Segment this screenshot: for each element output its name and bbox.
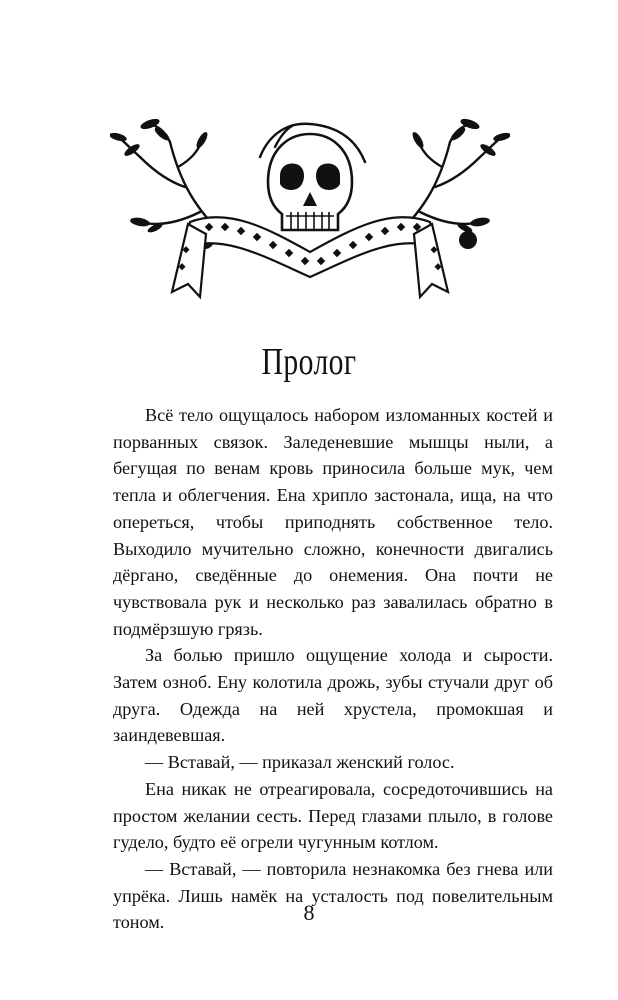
- chapter-title: Пролог: [261, 341, 357, 383]
- skull-branches-ornament-icon: [110, 112, 510, 307]
- paragraph: За болью пришло ощущение холода и сырости. Затем озноб. Ену колотила дрожь, зубы стучали друг об друга. Одежда на ней хрустела, промокшая и заиндевевшая.: [113, 645, 553, 746]
- page-number: 8: [303, 900, 315, 925]
- paragraph: — Вставай, — повторила незнакомка без гнева или упрёка. Лишь намёк на усталость под повелительным тоном.: [113, 858, 553, 933]
- paragraph: Ена никак не отреагировала, сосредоточившись на простом желании сесть. Перед глазами плыло, в голове гудело, будто её огрели чугунным котлом.: [113, 778, 553, 853]
- paragraph: Всё тело ощущалось набором изломанных костей и порванных связок. Заледеневшие мышцы ныли, а бегущая по венам кровь приносила больше мук, чем тепла и облегчения. Ена хрипло застонала, ища, на что опереться, чтобы приподнять собственное тело. Выходило мучительно сложно, конечности двигались дёргано, сведённые до онемения. Она почти не чувствовала рук и несколько раз завалилась обратно в подмёрзшую грязь.: [113, 405, 553, 639]
- body-text: [113, 402, 553, 936]
- paragraph: — Вставай, — приказал женский голос.: [145, 752, 455, 773]
